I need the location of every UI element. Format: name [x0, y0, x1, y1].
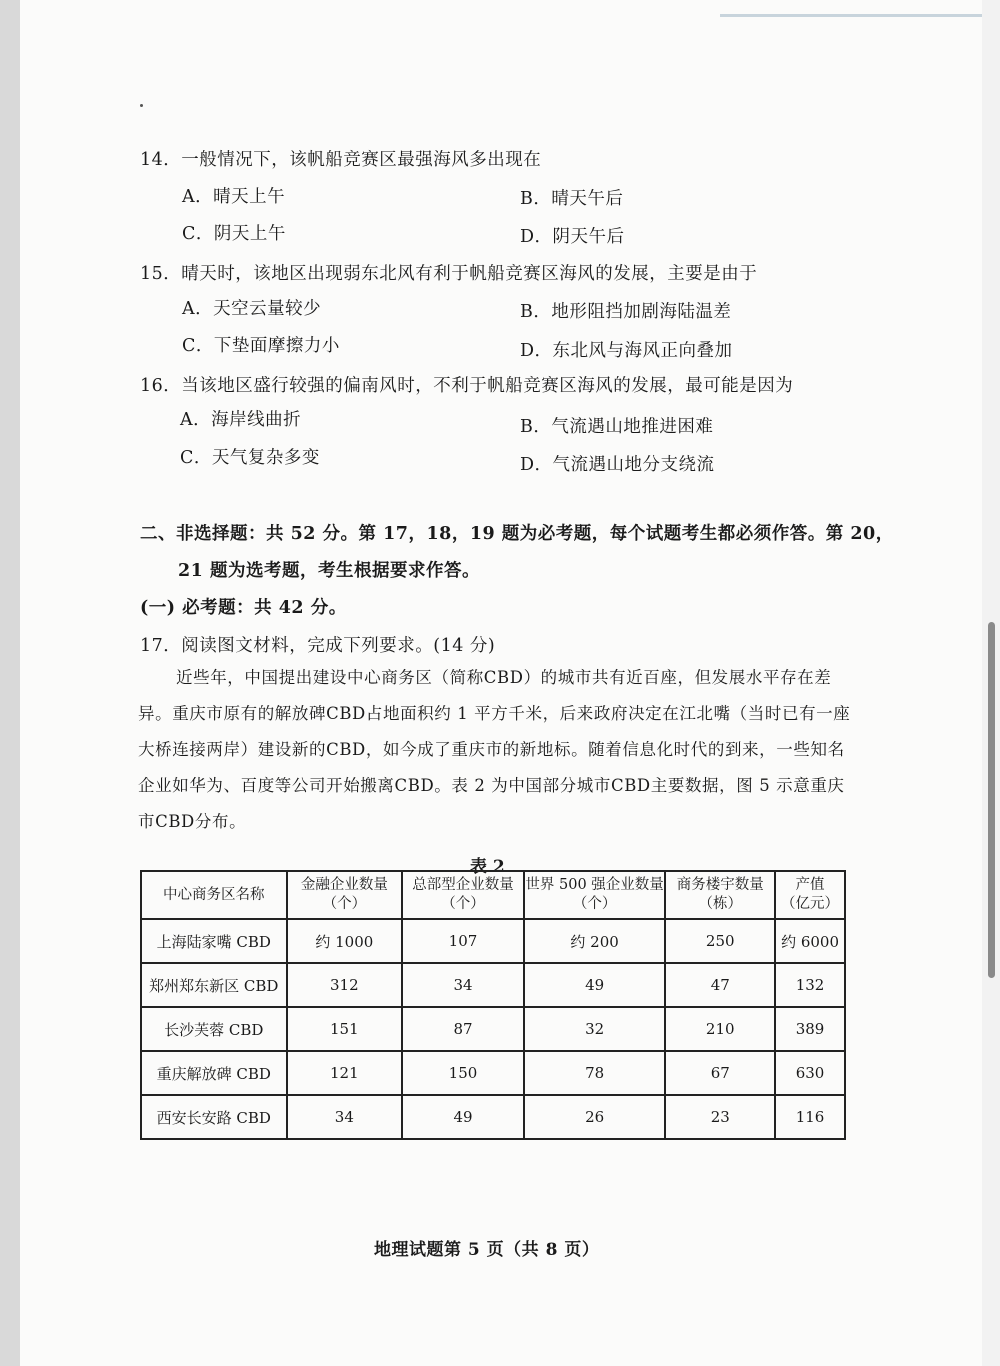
q14-option-c: C．阴天上午: [182, 224, 286, 244]
cell: 约 6000: [775, 919, 845, 963]
q16-option-d: D．气流遇山地分支绕流: [520, 455, 715, 475]
cell: 23: [665, 1095, 775, 1139]
cell: 49: [524, 963, 666, 1007]
header-building-count: 商务楼宇数量 （栋）: [665, 871, 775, 919]
cell: 重庆解放碑 CBD: [141, 1051, 287, 1095]
cell: 121: [287, 1051, 403, 1095]
q16-option-b: B．气流遇山地推进困难: [520, 417, 714, 437]
q15-option-a: A．天空云量较少: [182, 299, 322, 319]
q15-option-d: D．东北风与海风正向叠加: [520, 341, 733, 361]
cell: 上海陆家嘴 CBD: [141, 919, 287, 963]
header-hq-count: 总部型企业数量 （个）: [402, 871, 524, 919]
q15-option-c: C．下垫面摩擦力小: [182, 336, 340, 356]
question-15-stem: 15．晴天时，该地区出现弱东北风有利于帆船竞赛区海风的发展，主要是由于: [140, 264, 758, 284]
cell: 西安长安路 CBD: [141, 1095, 287, 1139]
header-fortune500-count: 世界 500 强企业数量 （个）: [524, 871, 666, 919]
cell: 78: [524, 1051, 666, 1095]
page-footer: 地理试题第 5 页（共 8 页）: [374, 1240, 600, 1260]
cell: 67: [665, 1051, 775, 1095]
cell: 34: [287, 1095, 403, 1139]
cell: 210: [665, 1007, 775, 1051]
cell: 32: [524, 1007, 666, 1051]
q14-option-d: D．阴天午后: [520, 227, 625, 247]
scan-speck: [140, 104, 143, 107]
cell: 26: [524, 1095, 666, 1139]
table-row: [141, 1007, 845, 1051]
question-16-stem: 16．当该地区盛行较强的偏南风时，不利于帆船竞赛区海风的发展，最可能是因为: [140, 376, 794, 396]
table-header-row: [141, 871, 845, 919]
header-cbd-name: 中心商务区名称: [141, 871, 287, 919]
cell: 151: [287, 1007, 403, 1051]
question-14-stem: 14．一般情况下，该帆船竞赛区最强海风多出现在: [140, 150, 542, 170]
scrollbar-thumb[interactable]: [988, 622, 995, 978]
cell: 87: [402, 1007, 524, 1051]
header-finance-count: 金融企业数量 （个）: [287, 871, 403, 919]
cell: 150: [402, 1051, 524, 1095]
cell: 250: [665, 919, 775, 963]
cell: 312: [287, 963, 403, 1007]
table-row: [141, 963, 845, 1007]
question-17-stem: 17．阅读图文材料，完成下列要求。(14 分): [140, 636, 496, 656]
cell: 47: [665, 963, 775, 1007]
passage-text: 近些年，中国提出建设中心商务区（简称CBD）的城市共有近百座，但发展水平存在差异。重庆市原有的解放碑CBD占地面积约 1 平方千米，后来政府决定在江北嘴（当时已有一座大桥连接两岸）建设新的CBD，如今成了重庆市的新地标。随着信息化时代的到来，一些知名企业如华为、百度等公司开始搬离CBD。表 2 为中国部分城市CBD主要数据，图 5 示意重庆市CBD分布。: [138, 668, 851, 831]
table-title: 表 2: [470, 857, 505, 877]
q16-option-c: C．天气复杂多变: [180, 448, 320, 468]
section-2-heading-cont: 21 题为选考题，考生根据要求作答。: [178, 561, 480, 581]
cell: 郑州郑东新区 CBD: [141, 963, 287, 1007]
table-row: [141, 1095, 845, 1139]
table-row: [141, 919, 845, 963]
cell: 630: [775, 1051, 845, 1095]
section-2-heading: 二、非选择题：共 52 分。第 17，18，19 题为必考题，每个试题考生都必须作答。第 20，: [140, 524, 894, 544]
cell: 132: [775, 963, 845, 1007]
q16-option-a: A．海岸线曲折: [180, 410, 302, 430]
cell: 389: [775, 1007, 845, 1051]
cbd-data-table: [140, 870, 846, 1140]
cell: 约 200: [524, 919, 666, 963]
q15-option-b: B．地形阻挡加剧海陆温差: [520, 302, 732, 322]
cell: 107: [402, 919, 524, 963]
scan-artifact-line: [720, 14, 1000, 17]
question-17-passage: [138, 660, 858, 840]
q14-option-b: B．晴天午后: [520, 189, 624, 209]
cell: 约 1000: [287, 919, 403, 963]
required-questions-heading: (一) 必考题：共 42 分。: [140, 598, 347, 618]
cell: 34: [402, 963, 524, 1007]
header-output: 产值 （亿元）: [775, 871, 845, 919]
cell: 49: [402, 1095, 524, 1139]
cell: 长沙芙蓉 CBD: [141, 1007, 287, 1051]
q14-option-a: A．晴天上午: [182, 187, 286, 207]
table-row: [141, 1051, 845, 1095]
cell: 116: [775, 1095, 845, 1139]
